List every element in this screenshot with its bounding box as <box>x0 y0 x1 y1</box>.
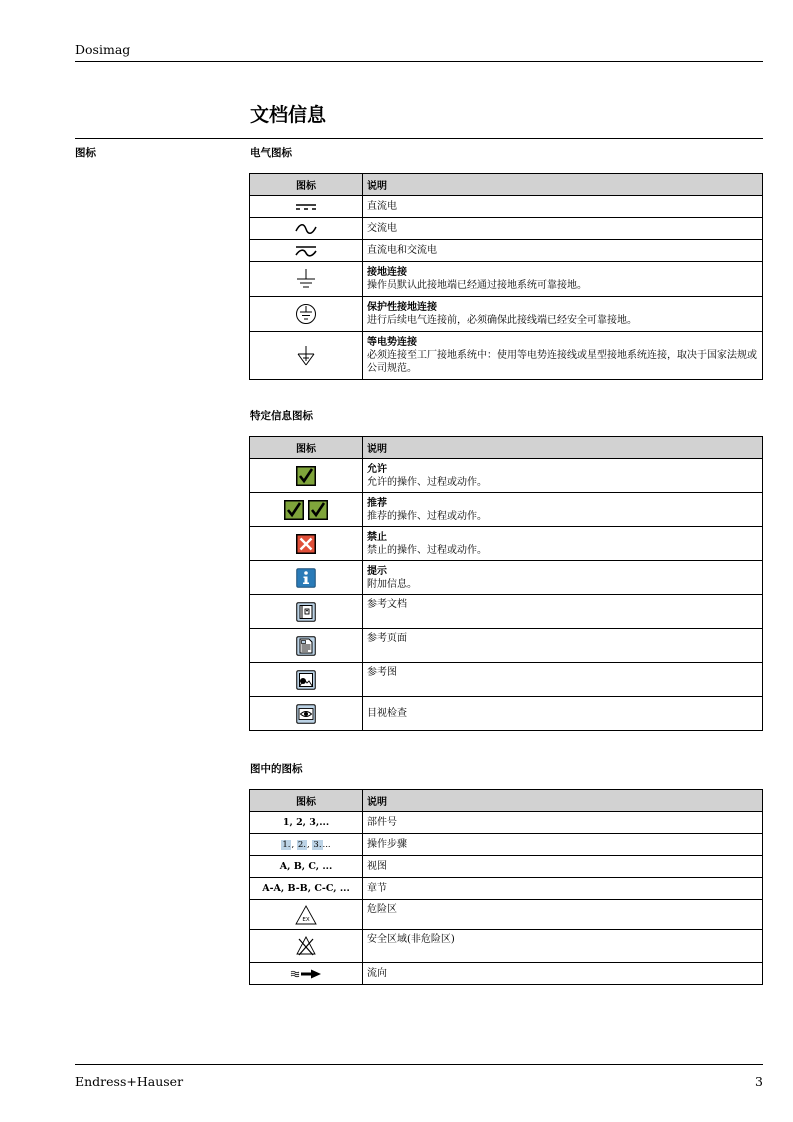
table-row <box>250 459 763 493</box>
description-text: 必须连接至工厂接地系统中：使用等电势连接线或星型接地系统连接，取决于国家法规或公司规范。 <box>367 350 757 374</box>
table-row <box>250 595 763 629</box>
description-text: 直流电和交流电 <box>363 240 763 262</box>
page-number: 3 <box>755 1074 763 1089</box>
description-text: 进行后续电气连接前，必须确保此接线端已经安全可靠接地。 <box>367 315 637 326</box>
table-row <box>250 834 763 856</box>
table-row <box>250 493 763 527</box>
description-text: 章节 <box>363 878 763 900</box>
description-text: 允许的操作、过程或动作。 <box>367 476 487 488</box>
description-text: 参考图 <box>363 663 763 697</box>
description-title: 推荐 <box>367 497 387 509</box>
description-text: 参考页面 <box>363 629 763 663</box>
table-row <box>250 527 763 561</box>
page-title: 文档信息 <box>250 104 327 126</box>
table-row <box>250 629 763 663</box>
reference-documentation-icon <box>296 602 316 622</box>
description-text: 直流电 <box>363 196 763 218</box>
step-number: 2. <box>297 839 306 850</box>
col-header-description: 说明 <box>363 437 763 459</box>
preferred-icon <box>284 500 328 520</box>
forbidden-icon <box>296 534 316 554</box>
footer-rule <box>75 1064 763 1065</box>
description-text: 危险区 <box>363 900 763 930</box>
safe-area-icon <box>295 935 317 957</box>
graphics-symbols-table <box>249 789 763 985</box>
table-row <box>250 930 763 963</box>
description-text: 禁止的操作、过程或动作。 <box>367 544 487 556</box>
table-header-row <box>250 174 763 196</box>
description-text: 目视检查 <box>363 697 763 731</box>
table-row <box>250 332 763 380</box>
col-header-symbol: 图标 <box>250 437 363 459</box>
step-ellipsis: ... <box>322 839 331 850</box>
col-header-symbol: 图标 <box>250 790 363 812</box>
header-product-name: Dosimag <box>75 42 131 57</box>
ex-mark: EX <box>302 916 310 923</box>
table-row <box>250 900 763 930</box>
col-header-symbol: 图标 <box>250 174 363 196</box>
permitted-icon <box>296 466 316 486</box>
hazardous-area-icon <box>295 905 317 925</box>
description-text: 流向 <box>363 963 763 985</box>
step-number: 1. <box>282 839 291 850</box>
description-title: 提示 <box>367 565 387 577</box>
description-text: 交流电 <box>363 218 763 240</box>
table-row <box>250 812 763 834</box>
table-row <box>250 697 763 731</box>
direct-and-alternating-current-icon <box>295 245 317 257</box>
table-row <box>250 240 763 262</box>
side-label: 图标 <box>75 147 96 159</box>
table-header-row <box>250 790 763 812</box>
equipotential-connection-icon <box>295 345 317 367</box>
graphics-heading: 图中的图标 <box>250 763 303 775</box>
table-row <box>250 963 763 985</box>
tip-icon <box>296 568 316 588</box>
description-title: 禁止 <box>367 531 387 543</box>
description-text: 推荐的操作、过程或动作。 <box>367 510 487 522</box>
table-row <box>250 262 763 297</box>
description-title: 保护性接地连接 <box>367 302 437 313</box>
step-number: 3. <box>313 839 322 850</box>
table-row <box>250 561 763 595</box>
electrical-symbols-table <box>249 173 763 380</box>
description-text: 操作步骤 <box>363 834 763 856</box>
description-title: 等电势连接 <box>367 337 417 348</box>
table-row <box>250 297 763 332</box>
table-row <box>250 878 763 900</box>
description-title: 接地连接 <box>367 267 407 278</box>
description-text: 附加信息。 <box>367 578 417 590</box>
title-rule <box>75 138 763 139</box>
description-text: 参考文档 <box>363 595 763 629</box>
series-of-steps-symbol: 1., 2., 3.... <box>250 834 363 856</box>
col-header-description: 说明 <box>363 790 763 812</box>
description-title: 允许 <box>367 463 387 475</box>
visual-inspection-icon <box>296 704 316 724</box>
views-symbol: A, B, C, ... <box>250 856 363 878</box>
description-text: 安全区域(非危险区) <box>363 930 763 963</box>
table-row <box>250 218 763 240</box>
reference-page-icon <box>296 636 316 656</box>
table-row <box>250 196 763 218</box>
description-text: 视图 <box>363 856 763 878</box>
description-text: 部件号 <box>363 812 763 834</box>
footer-brand: Endress+Hauser <box>75 1074 184 1089</box>
direct-current-icon <box>295 202 317 212</box>
col-header-description: 说明 <box>363 174 763 196</box>
electrical-heading: 电气图标 <box>250 147 292 159</box>
ground-connection-icon <box>295 268 317 290</box>
reference-graphic-icon <box>296 670 316 690</box>
table-row <box>250 663 763 697</box>
sections-symbol: A-A, B-B, C-C, ... <box>250 878 363 900</box>
protective-ground-icon <box>295 303 317 325</box>
item-numbers-symbol: 1, 2, 3,... <box>250 812 363 834</box>
specific-heading: 特定信息图标 <box>250 410 313 422</box>
header-rule <box>75 61 763 62</box>
table-header-row <box>250 437 763 459</box>
flow-direction-icon <box>290 969 322 979</box>
specific-symbols-table <box>249 436 763 731</box>
alternating-current-icon <box>295 223 317 235</box>
table-row <box>250 856 763 878</box>
description-text: 操作员默认此接地端已经通过接地系统可靠接地。 <box>367 280 587 291</box>
